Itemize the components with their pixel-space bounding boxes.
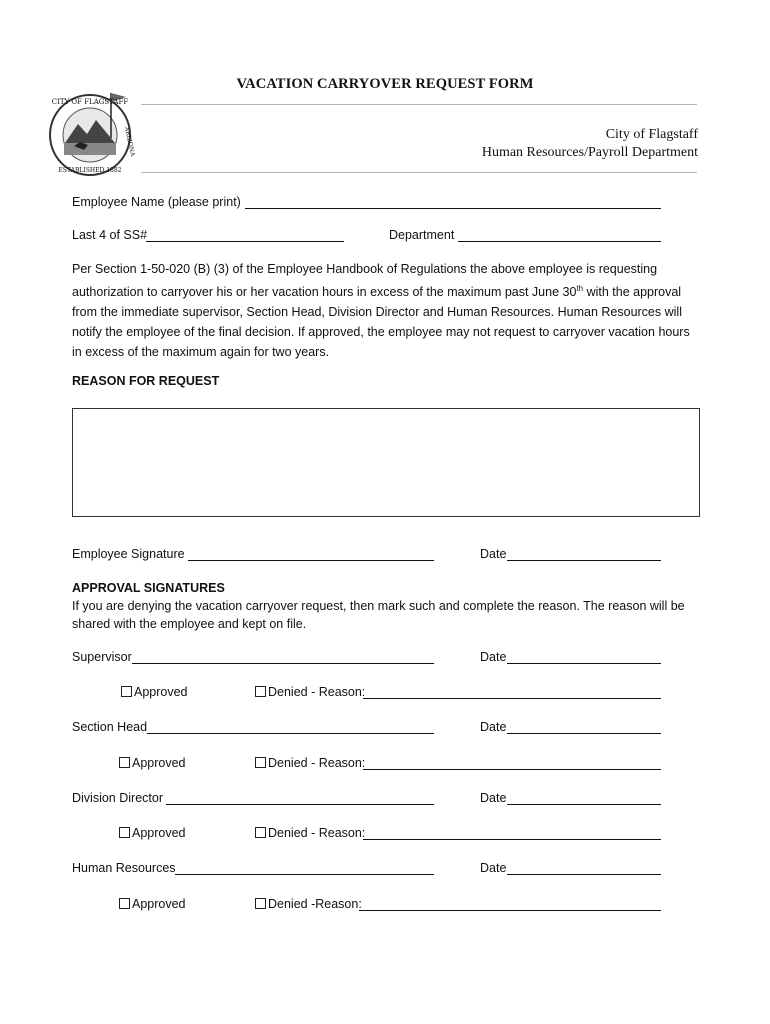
human-resources-denied-checkbox[interactable] <box>255 898 266 909</box>
policy-superscript: th <box>576 284 584 293</box>
section-head-approved-label: Approved <box>132 756 186 770</box>
supervisor-label: Supervisor <box>72 650 132 664</box>
form-title: VACATION CARRYOVER REQUEST FORM <box>236 76 534 92</box>
division-director-date-label: Date <box>480 791 507 805</box>
supervisor-date-field[interactable] <box>507 663 661 664</box>
supervisor-approved-checkbox[interactable] <box>121 686 132 697</box>
supervisor-reason-field[interactable] <box>363 698 661 699</box>
employee-signature-label: Employee Signature <box>72 547 185 561</box>
employee-date-label: Date <box>480 547 507 561</box>
section-head-approved-checkbox[interactable] <box>119 757 130 768</box>
ssn-field[interactable] <box>146 241 344 242</box>
division-director-reason-field[interactable] <box>363 839 661 840</box>
human-resources-signature-field[interactable] <box>175 874 434 875</box>
human-resources-denied-option[interactable] <box>255 897 362 911</box>
division-director-denied-option[interactable] <box>255 826 365 840</box>
section-head-signature-field[interactable] <box>147 733 434 734</box>
supervisor-signature-field[interactable] <box>132 663 434 664</box>
supervisor-date-label: Date <box>480 650 507 664</box>
seal-state-text: ARIZONA <box>122 126 136 158</box>
division-director-date-field[interactable] <box>507 804 661 805</box>
reason-textbox[interactable] <box>72 408 700 517</box>
human-resources-denied-label: Denied -Reason: <box>268 897 362 911</box>
employee-signature-field[interactable] <box>188 560 434 561</box>
employee-date-field[interactable] <box>507 560 661 561</box>
policy-text-part2: with the approval from the immediate supervisor, Section Head, Division Director and Human Resources. Human Resources will notify the employee of the final decision. If approved, the employee may not request to carryover vacation hours in excess of the maximum again for two years. <box>72 285 690 360</box>
section-head-denied-checkbox[interactable] <box>255 757 266 768</box>
section-head-approved-option[interactable] <box>119 756 186 770</box>
seal-city-text: CITY OF FLAGSTAFF <box>51 98 129 106</box>
division-director-approved-label: Approved <box>132 826 186 840</box>
reason-heading: REASON FOR REQUEST <box>72 374 220 388</box>
approvals-instructions: If you are denying the vacation carryover request, then mark such and complete the reason. The reason will be shared with the employee and kept on file. <box>72 599 685 631</box>
human-resources-date-label: Date <box>480 861 507 875</box>
employee-name-field[interactable] <box>245 208 661 209</box>
human-resources-approved-label: Approved <box>132 897 186 911</box>
section-head-denied-label: Denied - Reason: <box>268 756 366 770</box>
human-resources-approved-checkbox[interactable] <box>119 898 130 909</box>
human-resources-reason-field[interactable] <box>359 910 661 911</box>
employee-name-label: Employee Name (please print) <box>72 195 241 209</box>
supervisor-denied-label: Denied - Reason: <box>268 685 366 699</box>
department-field[interactable] <box>458 241 661 242</box>
supervisor-approved-option[interactable] <box>121 685 188 699</box>
header-divider-bottom <box>141 172 697 173</box>
department-label: Department <box>389 228 455 242</box>
division-director-approved-checkbox[interactable] <box>119 827 130 838</box>
department-name: Human Resources/Payroll Department <box>481 145 698 160</box>
division-director-denied-label: Denied - Reason: <box>268 826 366 840</box>
section-head-label: Section Head <box>72 720 148 734</box>
division-director-signature-field[interactable] <box>166 804 434 805</box>
division-director-approved-option[interactable] <box>119 826 186 840</box>
supervisor-approved-label: Approved <box>134 685 188 699</box>
header-divider-top <box>141 104 697 105</box>
division-director-denied-checkbox[interactable] <box>255 827 266 838</box>
policy-paragraph <box>72 259 700 362</box>
ssn-label: Last 4 of SS# <box>72 228 148 242</box>
supervisor-denied-checkbox[interactable] <box>255 686 266 697</box>
approvals-heading: APPROVAL SIGNATURES <box>72 581 225 595</box>
human-resources-approved-option[interactable] <box>119 897 186 911</box>
section-head-denied-option[interactable] <box>255 756 365 770</box>
seal-established-text: ESTABLISHED 1882 <box>58 167 122 174</box>
section-head-reason-field[interactable] <box>363 769 661 770</box>
human-resources-date-field[interactable] <box>507 874 661 875</box>
policy-text-part1: Per Section 1-50-020 (B) (3) of the Employee Handbook of Regulations the above employee is requesting authorization to carryover his or her vacation hours in excess of the maximum past June 30 <box>72 262 658 300</box>
supervisor-denied-option[interactable] <box>255 685 365 699</box>
section-head-date-field[interactable] <box>507 733 661 734</box>
org-name: City of Flagstaff <box>605 127 698 142</box>
city-seal-logo <box>40 88 140 178</box>
human-resources-label: Human Resources <box>72 861 176 875</box>
division-director-label: Division Director <box>72 791 163 805</box>
section-head-date-label: Date <box>480 720 507 734</box>
